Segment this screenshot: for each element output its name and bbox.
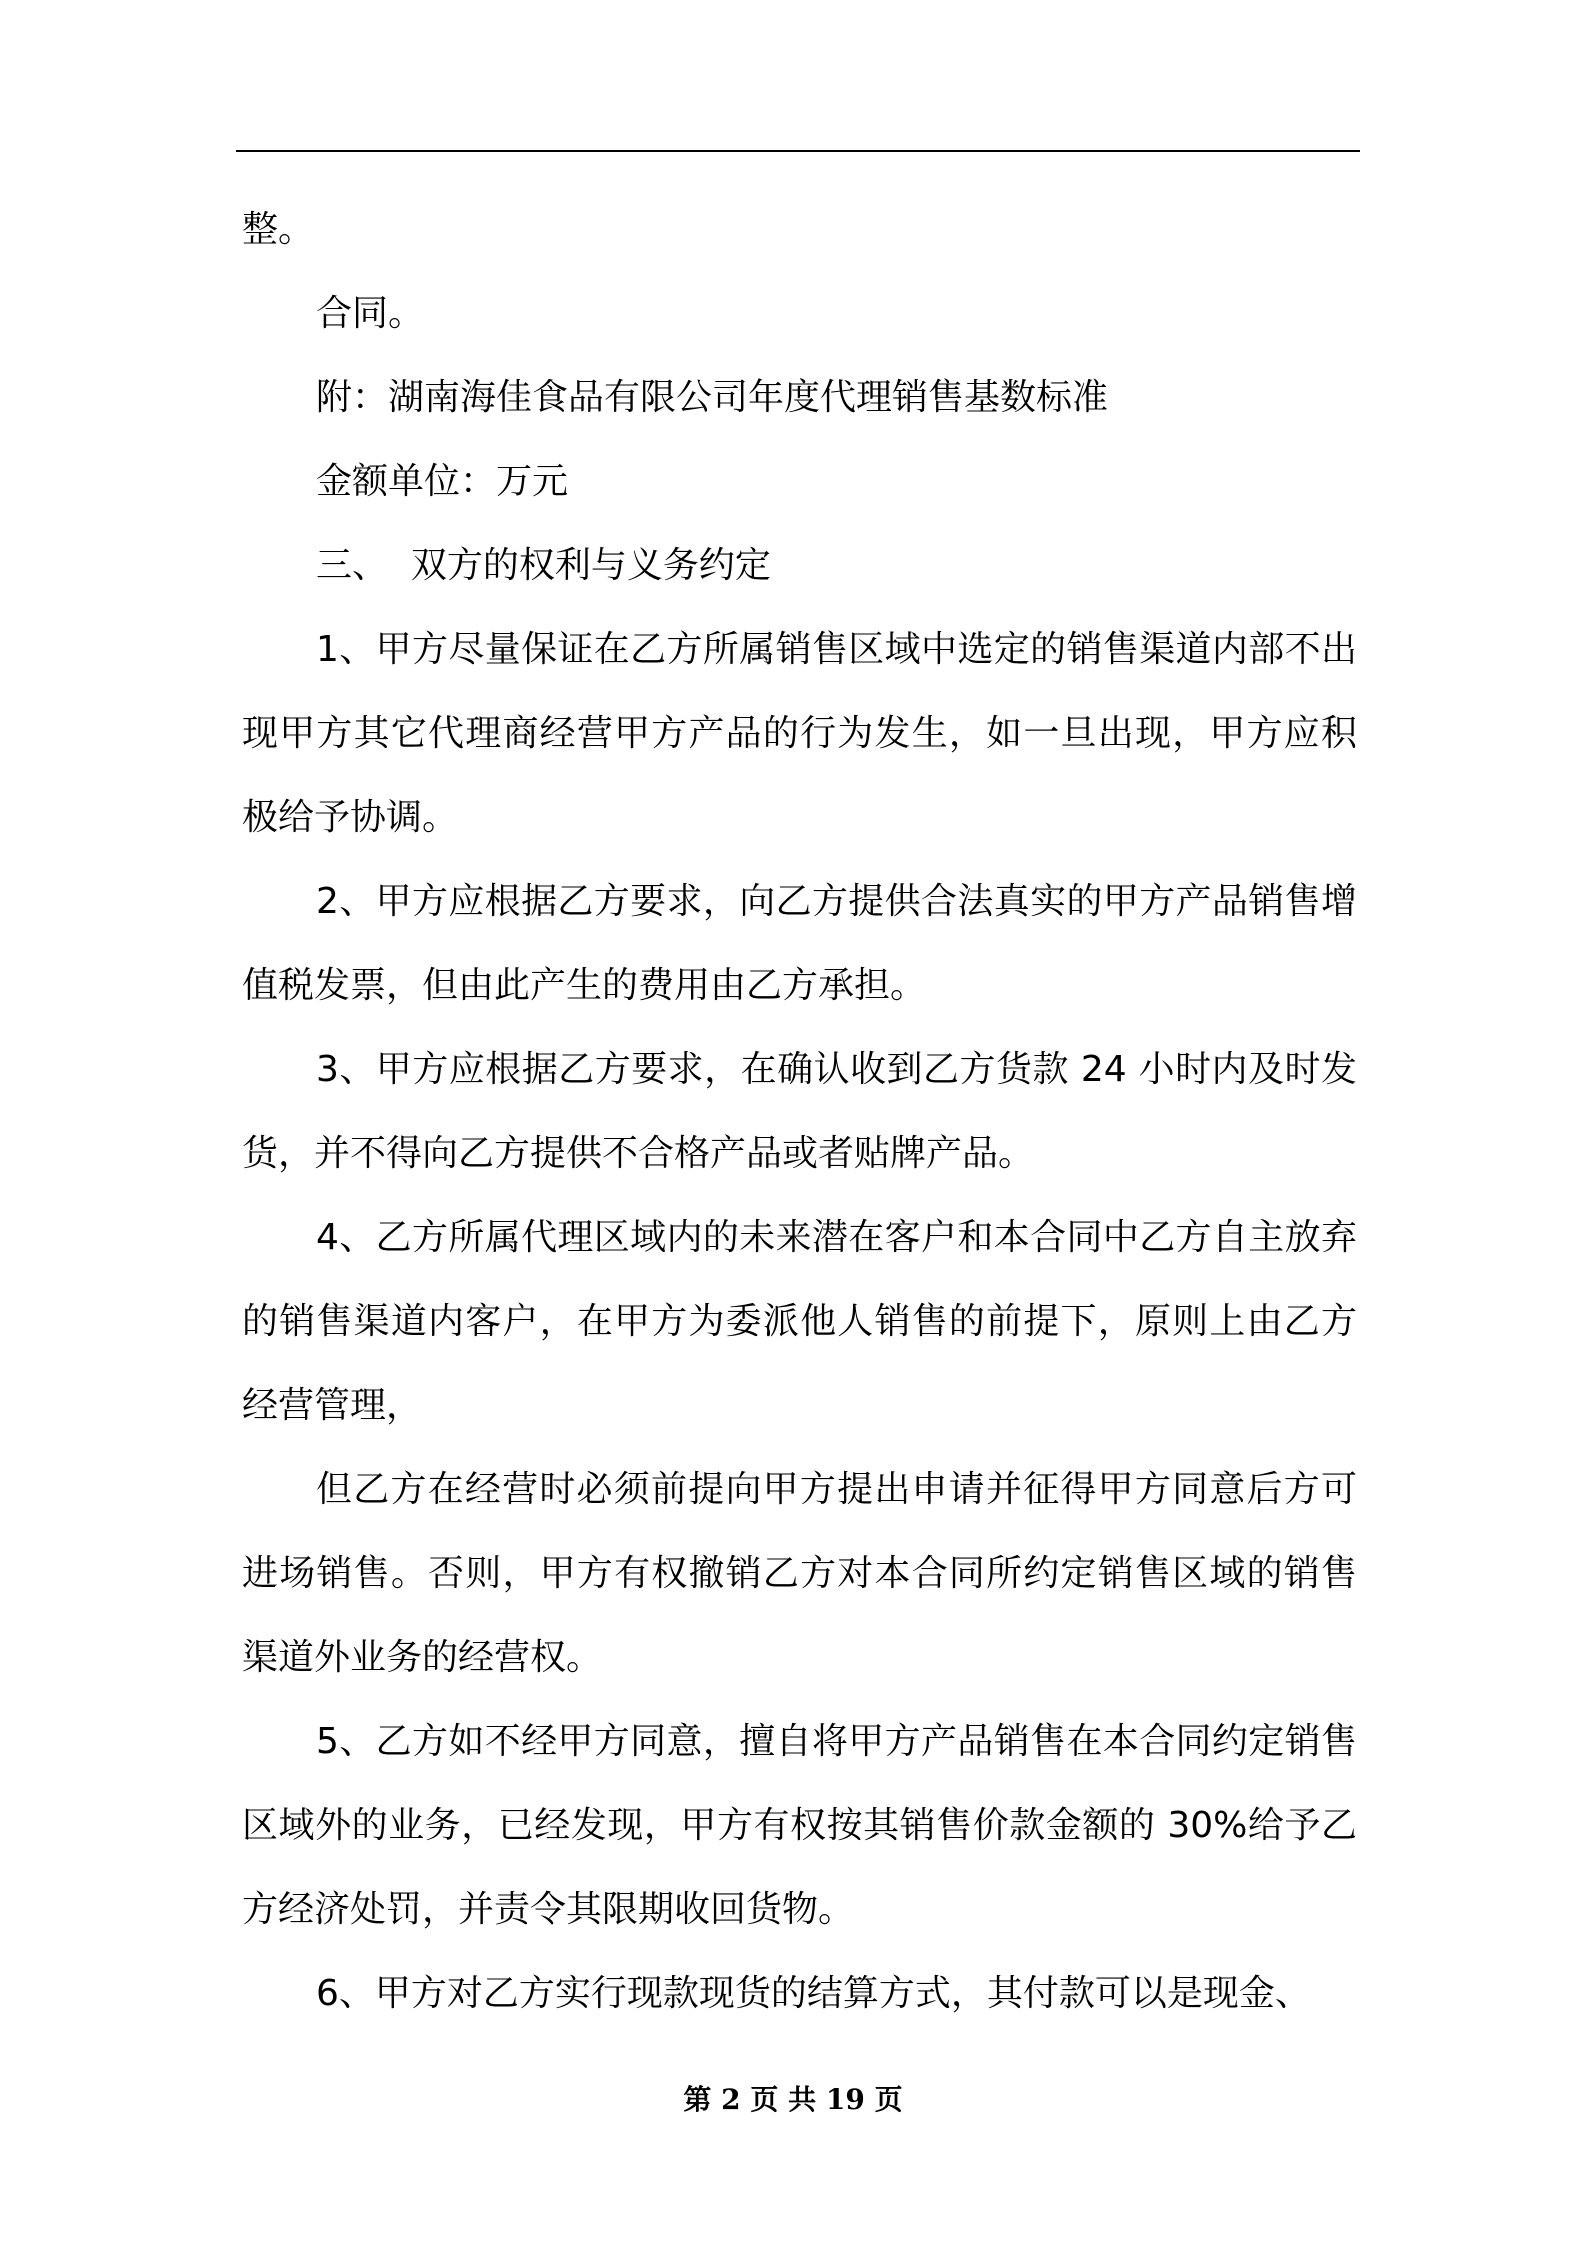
section-heading: 三、 双方的权利与义务约定 [316,545,771,586]
paragraph: 5、乙方如不经甲方同意，擅自将甲方产品销售在本合同约定销售区域外的业务，已经发现，甲方有权按其销售价款金额的 30%给予乙方经济处罚，并责令其限期收回货物。 [242,1721,1357,1930]
paragraph: 1、甲方尽量保证在乙方所属销售区域中选定的销售渠道内部不出现甲方其它代理商经营甲方产品的行为发生，如一旦出现，甲方应积极给予协调。 [242,629,1357,838]
paragraph: 4、乙方所属代理区域内的未来潜在客户和本合同中乙方自主放弃的销售渠道内客户，在甲方为委派他人销售的前提下，原则上由乙方经营管理， [242,1217,1357,1426]
paragraph: 3、甲方应根据乙方要求，在确认收到乙方货款 24 小时内及时发货，并不得向乙方提供不合格产品或者贴牌产品。 [242,1049,1357,1174]
paragraph: 6、甲方对乙方实行现款现货的结算方式，其付款可以是现金、 [316,1973,1311,2014]
document-body [242,188,1357,2036]
paragraph: 金额单位：万元 [316,461,569,502]
paragraph: 2、甲方应根据乙方要求，向乙方提供合法真实的甲方产品销售增值税发票，但由此产生的费用由乙方承担。 [242,881,1357,1006]
paragraph: 合同。 [316,293,425,334]
paragraph: 但乙方在经营时必须前提向甲方提出申请并征得甲方同意后方可进场销售。否则，甲方有权撤销乙方对本合同所约定销售区域的销售渠道外业务的经营权。 [242,1469,1357,1678]
header-rule [236,150,1360,152]
paragraph: 整。 [242,209,315,250]
page-number-footer: 第 2 页 共 19 页 [683,2083,903,2116]
paragraph: 附：湖南海佳食品有限公司年度代理销售基数标准 [316,377,1109,418]
